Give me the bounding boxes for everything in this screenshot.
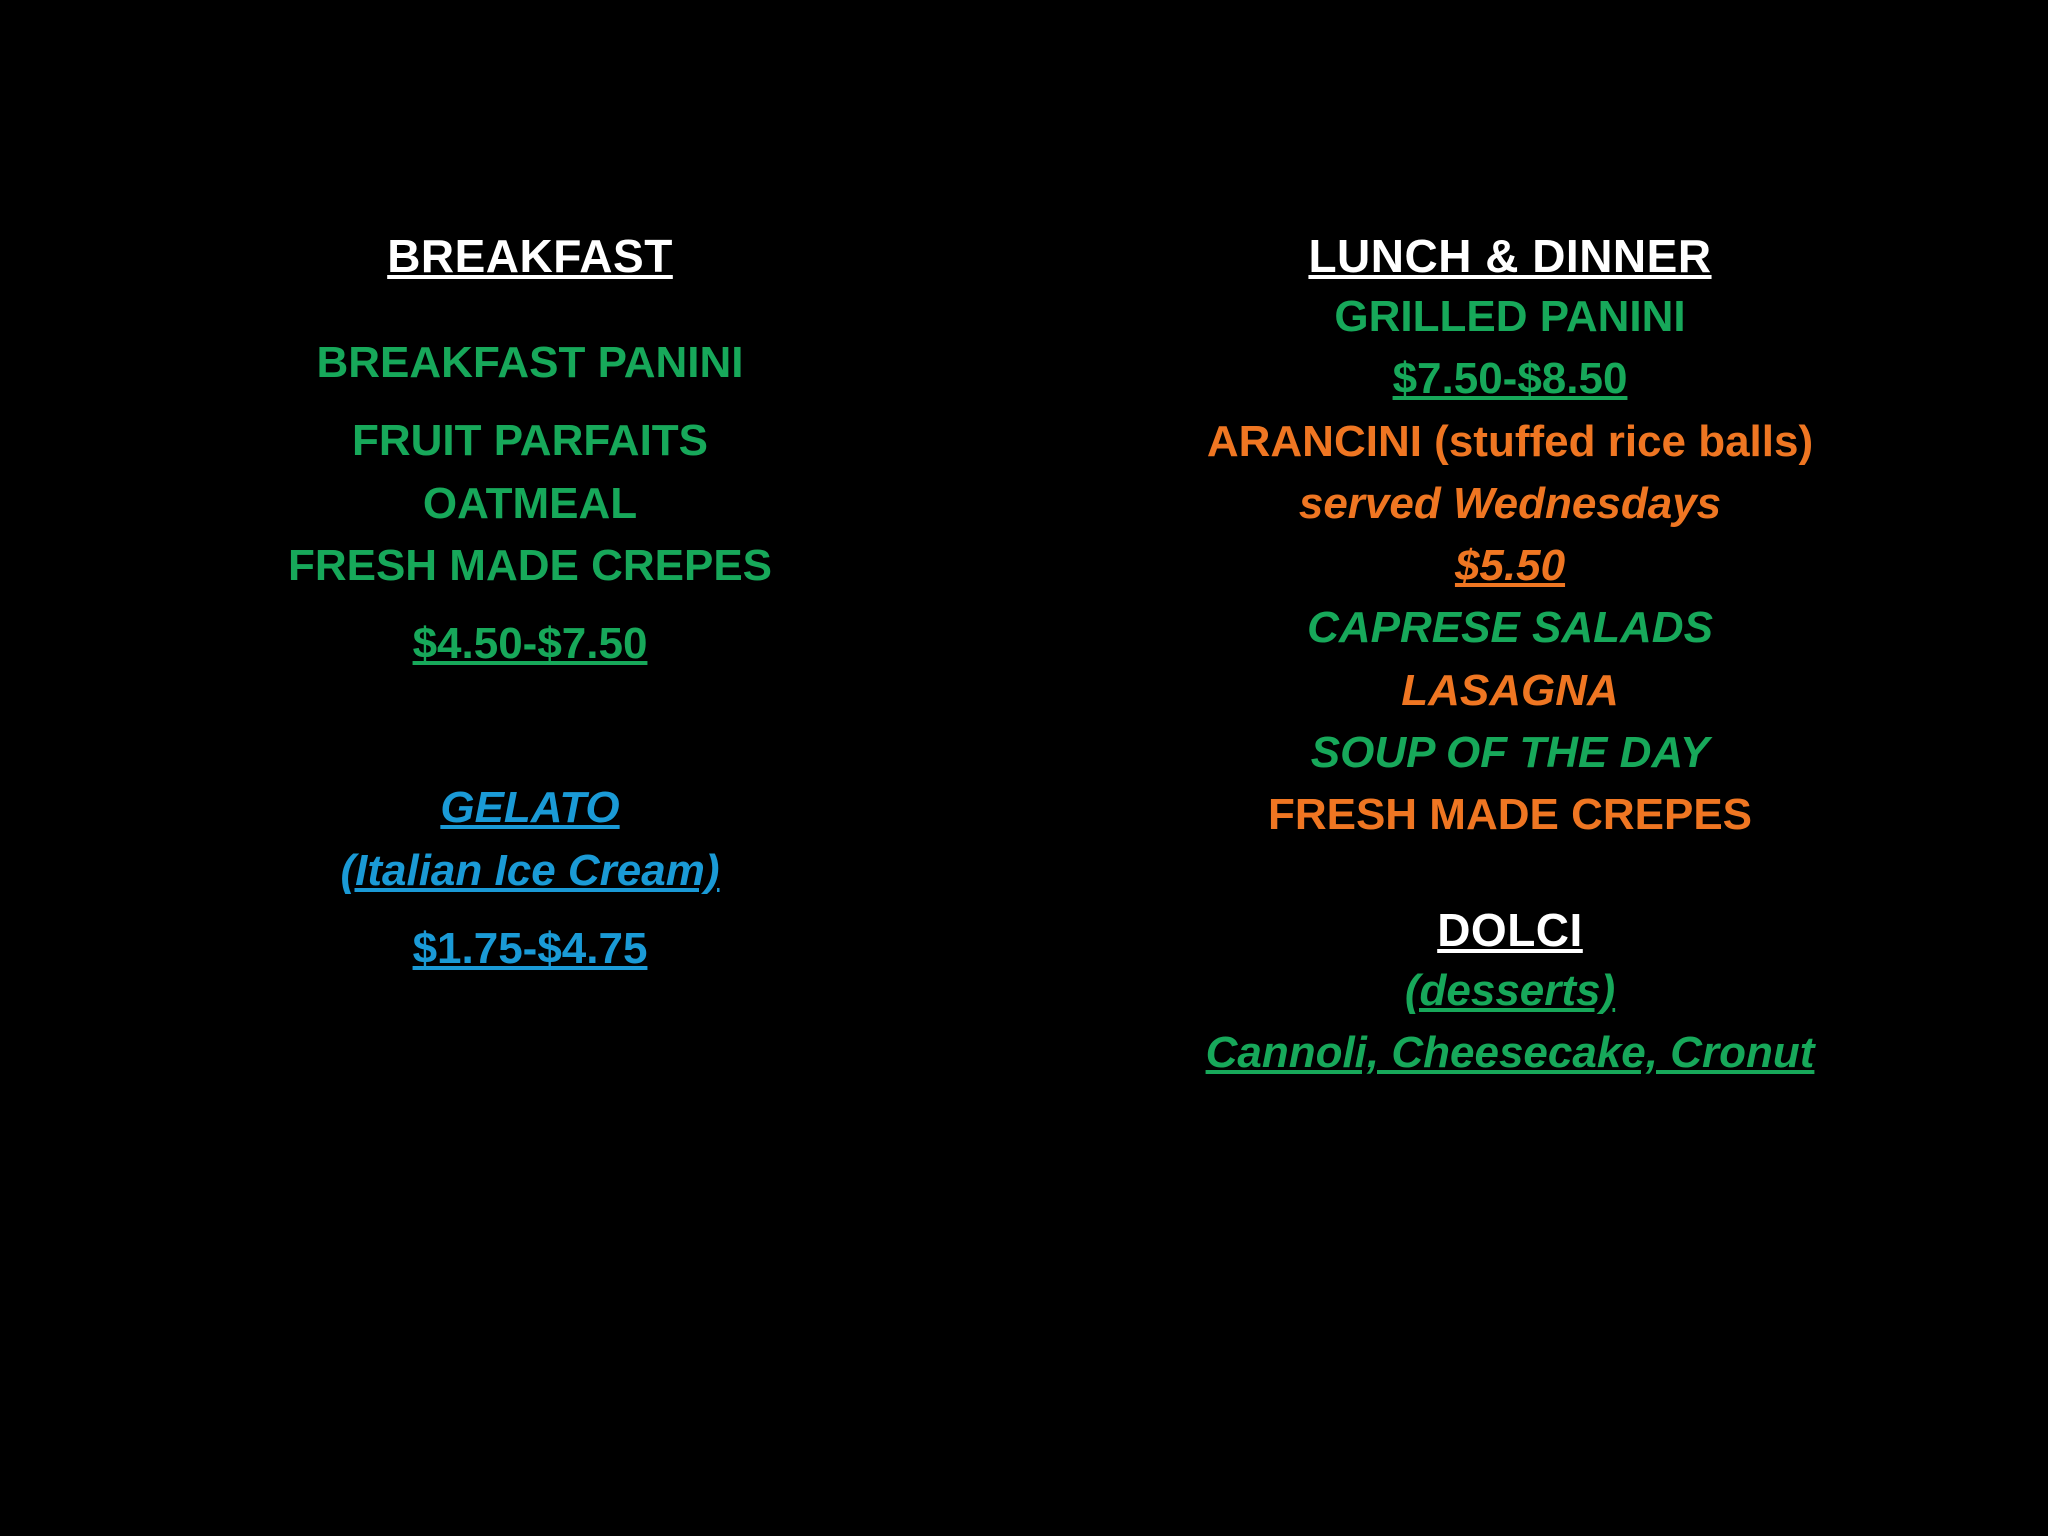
dolci-subtitle: (desserts) — [1404, 965, 1616, 1015]
lunch-grilled-panini-price: $7.50-$8.50 — [1392, 354, 1628, 404]
breakfast-price-range: $4.50-$7.50 — [412, 619, 648, 669]
breakfast-item-crepes: FRESH MADE CREPES — [287, 540, 773, 590]
dolci-heading: DOLCI — [1437, 903, 1583, 956]
gelato-subtitle: (Italian Ice Cream) — [340, 845, 720, 895]
lunch-dinner-column — [1160, 230, 1860, 1081]
lunch-arancini-price: $5.50 — [1454, 541, 1566, 591]
lunch-item-lasagna: LASAGNA — [1401, 665, 1619, 715]
breakfast-heading: BREAKFAST — [387, 230, 673, 282]
lunch-dinner-heading: LUNCH & DINNER — [1308, 230, 1712, 282]
lunch-arancini-note: served Wednesdays — [1298, 478, 1722, 528]
spacer — [1160, 844, 1860, 904]
gelato-title: GELATO — [440, 783, 620, 833]
spacer — [180, 672, 880, 758]
lunch-item-caprese-salads: CAPRESE SALADS — [1307, 603, 1713, 653]
gelato-price-range: $1.75-$4.75 — [412, 924, 648, 974]
lunch-item-soup-of-the-day: SOUP OF THE DAY — [1310, 728, 1710, 778]
breakfast-item-panini: BREAKFAST PANINI — [316, 337, 744, 387]
spacer — [180, 283, 880, 313]
breakfast-item-parfaits: FRUIT PARFAITS — [351, 416, 709, 466]
lunch-item-grilled-panini: GRILLED PANINI — [1334, 291, 1686, 341]
breakfast-item-oatmeal: OATMEAL — [422, 478, 638, 528]
dolci-list: Cannoli, Cheesecake, Cronut — [1205, 1027, 1815, 1077]
breakfast-column — [180, 230, 880, 977]
lunch-item-arancini: ARANCINI (stuffed rice balls) — [1206, 416, 1814, 466]
lunch-item-fresh-made-crepes: FRESH MADE CREPES — [1267, 790, 1753, 840]
